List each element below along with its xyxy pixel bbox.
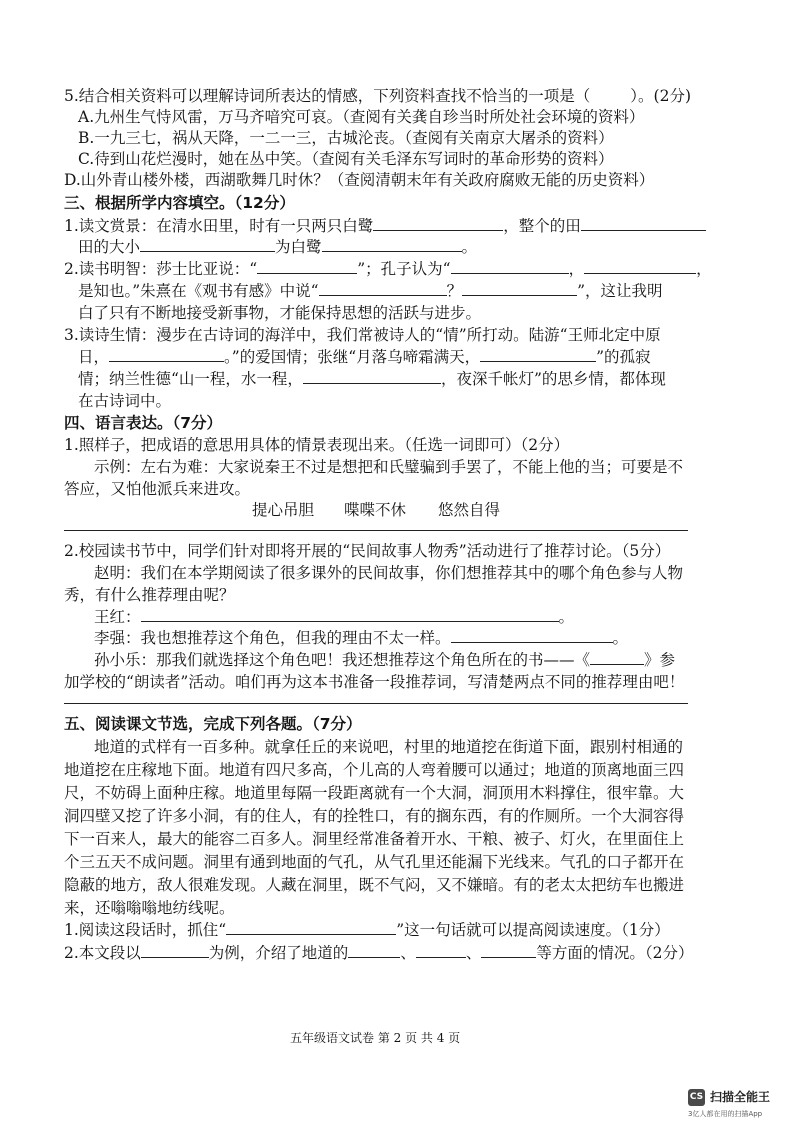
- page-footer: 五年级语文试卷 第 2 页 共 4 页: [290, 1031, 461, 1045]
- s3-q2-blank1[interactable]: [257, 259, 357, 274]
- section4-heading: 四、语言表达。（7分）: [64, 414, 223, 432]
- s5-q1-blank[interactable]: [226, 920, 396, 935]
- s5-q2-blank3[interactable]: [416, 943, 466, 958]
- s3-q3-blank3[interactable]: [303, 369, 441, 384]
- s3-q3-blank2[interactable]: [480, 347, 596, 362]
- q5-option-d[interactable]: D.山外青山楼外楼，西湖歌舞几时休？（查阅清朝末年有关政府腐败无能的历史资料）: [64, 171, 655, 189]
- s4-q1-example-line2: 答应，又怕他派兵来进攻。: [64, 480, 251, 498]
- s3-q3-line2: 日， 。”的爱国情；张继“月落乌啼霜满天， ”的孤寂: [78, 348, 651, 366]
- s3-q3-line3: 情；纳兰性德“山一程，水一程， ，夜深千帐灯”的思乡情，都体现: [78, 370, 666, 388]
- s3-q2-line2: 是知也。”朱熹在《观书有感》中说“ ？ ”，这让我明: [78, 282, 663, 300]
- s4-idiom-3[interactable]: 悠然自得: [438, 501, 501, 519]
- s3-q3-line4: 在古诗词中。: [78, 392, 172, 410]
- s4-q2-sun-line1: 孙小乐：那我们就选择这个角色吧！我还想推荐这个角色所在的书——《 》参: [94, 651, 676, 669]
- q5-option-a[interactable]: A.九州生气恃风雷，万马齐喑究可哀。（查阅有关龚自珍当时所处社会环境的资料）: [78, 108, 645, 126]
- watermark-name: 扫描全能王: [710, 1090, 771, 1104]
- scanner-watermark: [688, 1089, 788, 1123]
- s4-q2-li-blank[interactable]: [451, 628, 613, 643]
- s3-q1-blank2[interactable]: [581, 216, 706, 231]
- s4-q2-zhao-line1: 赵明：我们在本学期阅读了很多课外的民间故事，你们想推荐其中的哪个角色参与人物: [94, 564, 684, 582]
- s4-q1-example-line1: 示例：左右为难：大家说秦王不过是想把和氏璧骗到手罢了，不能上他的当；可要是不: [94, 458, 684, 476]
- s3-q2-blank2[interactable]: [451, 259, 569, 274]
- s5-para-line: 来，还嗡嗡嗡地纺线呢。: [64, 899, 235, 917]
- s3-q1-line2: 田的大小 为白鹭 。: [78, 238, 478, 256]
- section3-heading: 三、根据所学内容填空。（12分）: [64, 194, 295, 212]
- s4-q1-answer-line[interactable]: [64, 530, 688, 531]
- s4-q2-zhao-line2: 秀，有什么推荐理由呢？: [64, 586, 235, 604]
- s5-q1: 1.阅读这段话时，抓住“ ”这一句话就可以提高阅读速度。（1分）: [64, 921, 670, 939]
- s5-para-line: 尺，不妨碍上面种庄稼。地道里每隔一段距离就有一个大洞，洞顶用木料撑住，很牢靠。大: [64, 784, 685, 802]
- s3-q3-line1: 3.读诗生情：漫步在古诗词的海洋中，我们常被诗人的“情”所打动。陆游“王师北定中原: [64, 326, 661, 344]
- section5-heading: 五、阅读课文节选，完成下列各题。（7分）: [64, 715, 362, 733]
- s4-q2-li: 李强：我也想推荐这个角色，但我的理由不太一样。 。: [94, 629, 629, 647]
- s5-q2-blank1[interactable]: [141, 943, 209, 958]
- q5-option-b[interactable]: B.一九三七，祸从天降，一二一三，古城沦丧。（查阅有关南京大屠杀的资料）: [78, 129, 614, 147]
- s5-q2: 2.本文段以 为例，介绍了地道的 、 、 等方面的情况。（2分）: [64, 944, 694, 962]
- s3-q2-blank3[interactable]: [584, 259, 696, 274]
- s5-q2-blank4[interactable]: [481, 943, 536, 958]
- s5-para-line: 个三五天不成问题。洞里有通到地面的气孔，从气孔里还能漏下光线来。气孔的口子都开在: [64, 853, 685, 871]
- s4-q2-sun-line2: 加学校的“朗读者”活动。咱们再为这本书准备一段推荐词，写清楚两点不同的推荐理由吧！: [64, 673, 685, 691]
- s4-q2-wang: 王红： 。: [94, 608, 575, 626]
- s3-q2-line3: 白了只有不断地接受新事物，才能保持思想的活跃与进步。: [78, 304, 482, 322]
- s5-para-line: 地道挖在庄稼地下面。地道有四尺多高，个儿高的人弯着腰可以通过；地道的顶离地面三四: [64, 761, 685, 779]
- camscanner-logo-icon: CS: [688, 1089, 705, 1106]
- s3-q2-blank5[interactable]: [462, 281, 577, 296]
- s4-q2: 2.校园读书节中，同学们针对即将开展的“民间故事人物秀”活动进行了推荐讨论。（5分）: [64, 542, 671, 560]
- q5-option-c[interactable]: C.待到山花烂漫时，她在丛中笑。（查阅有关毛泽东写词时的革命形势的资料）: [78, 150, 614, 168]
- watermark-tagline: 3亿人都在用的扫描App: [688, 1110, 763, 1118]
- s3-q2-line1: 2.读书明智：莎士比亚说：“ ”；孔子认为“ ， ，: [64, 260, 712, 278]
- s5-para-line: 地道的式样有一百多种。就拿任丘的来说吧，村里的地道挖在街道下面，跟别村相通的: [94, 738, 684, 756]
- s3-q1-blank1[interactable]: [373, 216, 503, 231]
- s4-q2-wang-blank[interactable]: [141, 607, 559, 622]
- s4-q2-book-blank[interactable]: [590, 650, 644, 665]
- q5-stem: 5.结合相关资料可以理解诗词所表达的情感，下列资料查找不恰当的一项是（ ）。(2分): [64, 87, 692, 105]
- s4-q2-answer-line[interactable]: [64, 703, 688, 704]
- s4-q1: 1.照样子，把成语的意思用具体的情景表现出来。（任选一词即可）（2分）: [64, 436, 570, 454]
- s5-q2-blank2[interactable]: [348, 943, 400, 958]
- s5-para-line: 隐蔽的地方，敌人很难发现。人藏在洞里，既不气闷，又不嫌暗。有的老太太把纺车也搬进: [64, 876, 685, 894]
- s3-q1-line1: 1.读文赏景：在清水田里，时有一只两只白鹭 ，整个的田: [64, 216, 706, 236]
- s5-para-line: 洞四壁又挖了许多小洞，有的住人，有的拴牲口，有的搁东西，有的作厕所。一个大洞容得: [64, 807, 685, 825]
- s3-q2-blank4[interactable]: [319, 281, 447, 296]
- s3-q3-blank1[interactable]: [109, 347, 224, 362]
- s4-idiom-1[interactable]: 提心吊胆: [252, 501, 315, 519]
- s3-q1-blank3[interactable]: [140, 237, 275, 252]
- s4-idiom-2[interactable]: 喋喋不休: [344, 501, 407, 519]
- s5-para-line: 下一百来人，最大的能容二百多人。洞里经常准备着开水、干粮、被子、灯火，在里面住上: [64, 830, 685, 848]
- s3-q1-blank4[interactable]: [322, 237, 462, 252]
